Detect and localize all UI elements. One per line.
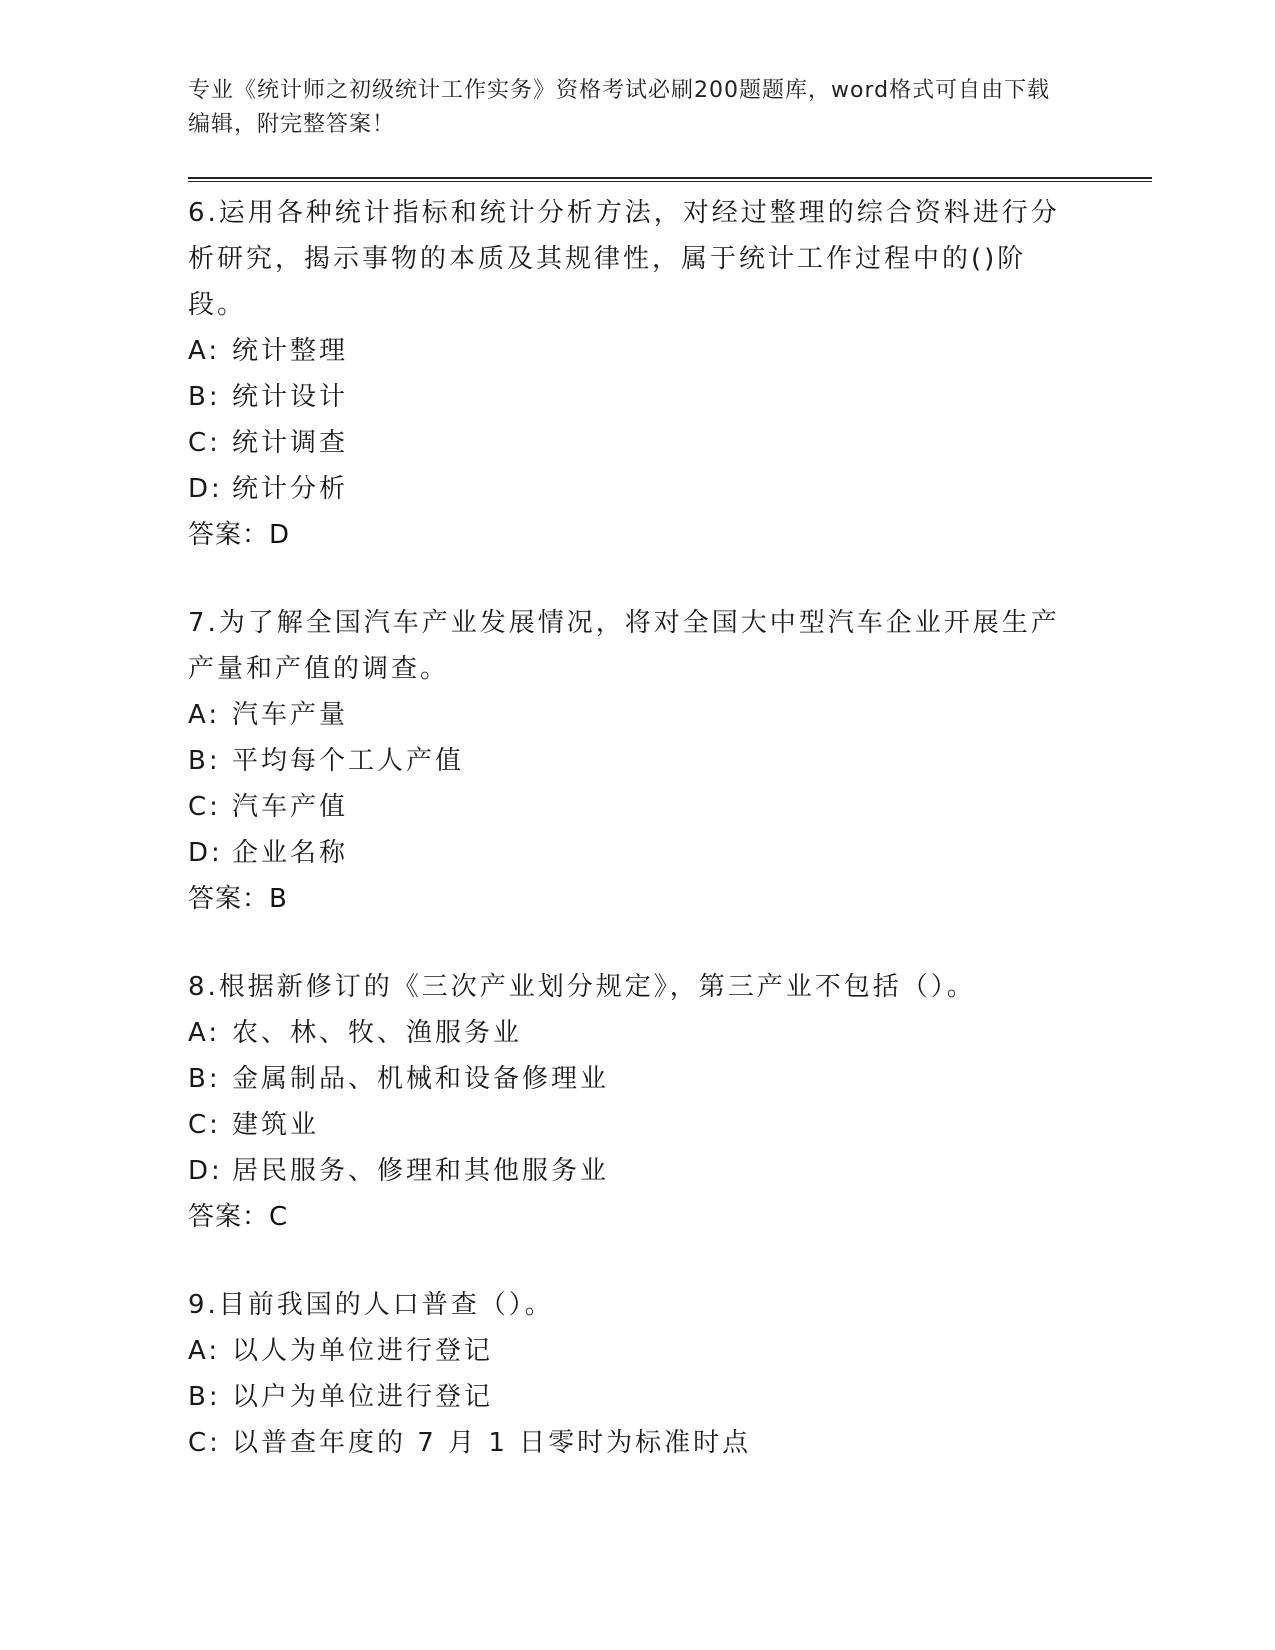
option-text: 统计分析 xyxy=(232,474,349,504)
option-b xyxy=(188,1374,1068,1420)
question-7 xyxy=(188,600,1068,922)
option-c xyxy=(188,420,1068,466)
option-letter: A: xyxy=(188,1018,221,1048)
question-stem: 7.为了解全国汽车产业发展情况，将对全国大中型汽车企业开展生产产量和产值的调查。 xyxy=(188,608,1060,684)
question-stem: 9.目前我国的人口普查（）。 xyxy=(188,1290,554,1320)
option-a xyxy=(188,1328,1068,1374)
option-letter: A: xyxy=(188,700,221,730)
question-8 xyxy=(188,964,1068,1240)
option-b xyxy=(188,374,1068,420)
option-b xyxy=(188,1056,1068,1102)
option-text: 汽车产值 xyxy=(232,792,349,822)
option-text: 以人为单位进行登记 xyxy=(232,1336,494,1366)
question-6 xyxy=(188,190,1068,558)
question-stem: 8.根据新修订的《三次产业划分规定》，第三产业不包括（）。 xyxy=(188,972,976,1002)
option-text: 金属制品、机械和设备修理业 xyxy=(232,1064,610,1094)
option-d xyxy=(188,466,1068,512)
option-letter: B: xyxy=(188,746,221,776)
option-text: 统计设计 xyxy=(232,382,349,412)
option-letter: B: xyxy=(188,1064,221,1094)
option-text: 以户为单位进行登记 xyxy=(232,1382,494,1412)
option-b xyxy=(188,738,1068,784)
option-text: 建筑业 xyxy=(232,1110,320,1140)
option-letter: D: xyxy=(188,838,223,868)
option-text: 统计调查 xyxy=(232,428,349,458)
option-letter: D: xyxy=(188,1156,223,1186)
option-text: 平均每个工人产值 xyxy=(232,746,465,776)
option-text: 农、林、牧、渔服务业 xyxy=(232,1018,523,1048)
option-letter: C: xyxy=(188,428,221,458)
option-c xyxy=(188,1420,1068,1466)
option-d xyxy=(188,1148,1068,1194)
option-a xyxy=(188,328,1068,374)
option-d xyxy=(188,830,1068,876)
option-a xyxy=(188,1010,1068,1056)
option-letter: C: xyxy=(188,1428,221,1458)
option-letter: D: xyxy=(188,474,223,504)
option-text: 以普查年度的 7 月 1 日零时为标准时点 xyxy=(232,1428,752,1458)
option-letter: C: xyxy=(188,792,221,822)
option-letter: B: xyxy=(188,1382,221,1412)
document-header: 专业《统计师之初级统计工作实务》资格考试必刷200题题库，word格式可自由下载编辑，附完整答案！ xyxy=(188,78,1051,137)
option-a xyxy=(188,692,1068,738)
option-text: 企业名称 xyxy=(232,838,349,868)
question-stem: 6.运用各种统计指标和统计分析方法，对经过整理的综合资料进行分析研究，揭示事物的本质及其规律性，属于统计工作过程中的()阶段。 xyxy=(188,198,1060,320)
question-9 xyxy=(188,1282,1068,1466)
option-c xyxy=(188,1102,1068,1148)
option-text: 汽车产量 xyxy=(232,700,349,730)
option-letter: C: xyxy=(188,1110,221,1140)
option-text: 统计整理 xyxy=(232,336,349,366)
answer-line: 答案：B xyxy=(188,884,288,914)
option-letter: A: xyxy=(188,336,221,366)
option-letter: B: xyxy=(188,382,221,412)
answer-line: 答案：C xyxy=(188,1202,289,1232)
option-letter: A: xyxy=(188,1336,221,1366)
option-text: 居民服务、修理和其他服务业 xyxy=(232,1156,610,1186)
header-divider xyxy=(188,177,1152,182)
option-c xyxy=(188,784,1068,830)
answer-line: 答案：D xyxy=(188,520,291,550)
question-list xyxy=(188,190,1068,1508)
